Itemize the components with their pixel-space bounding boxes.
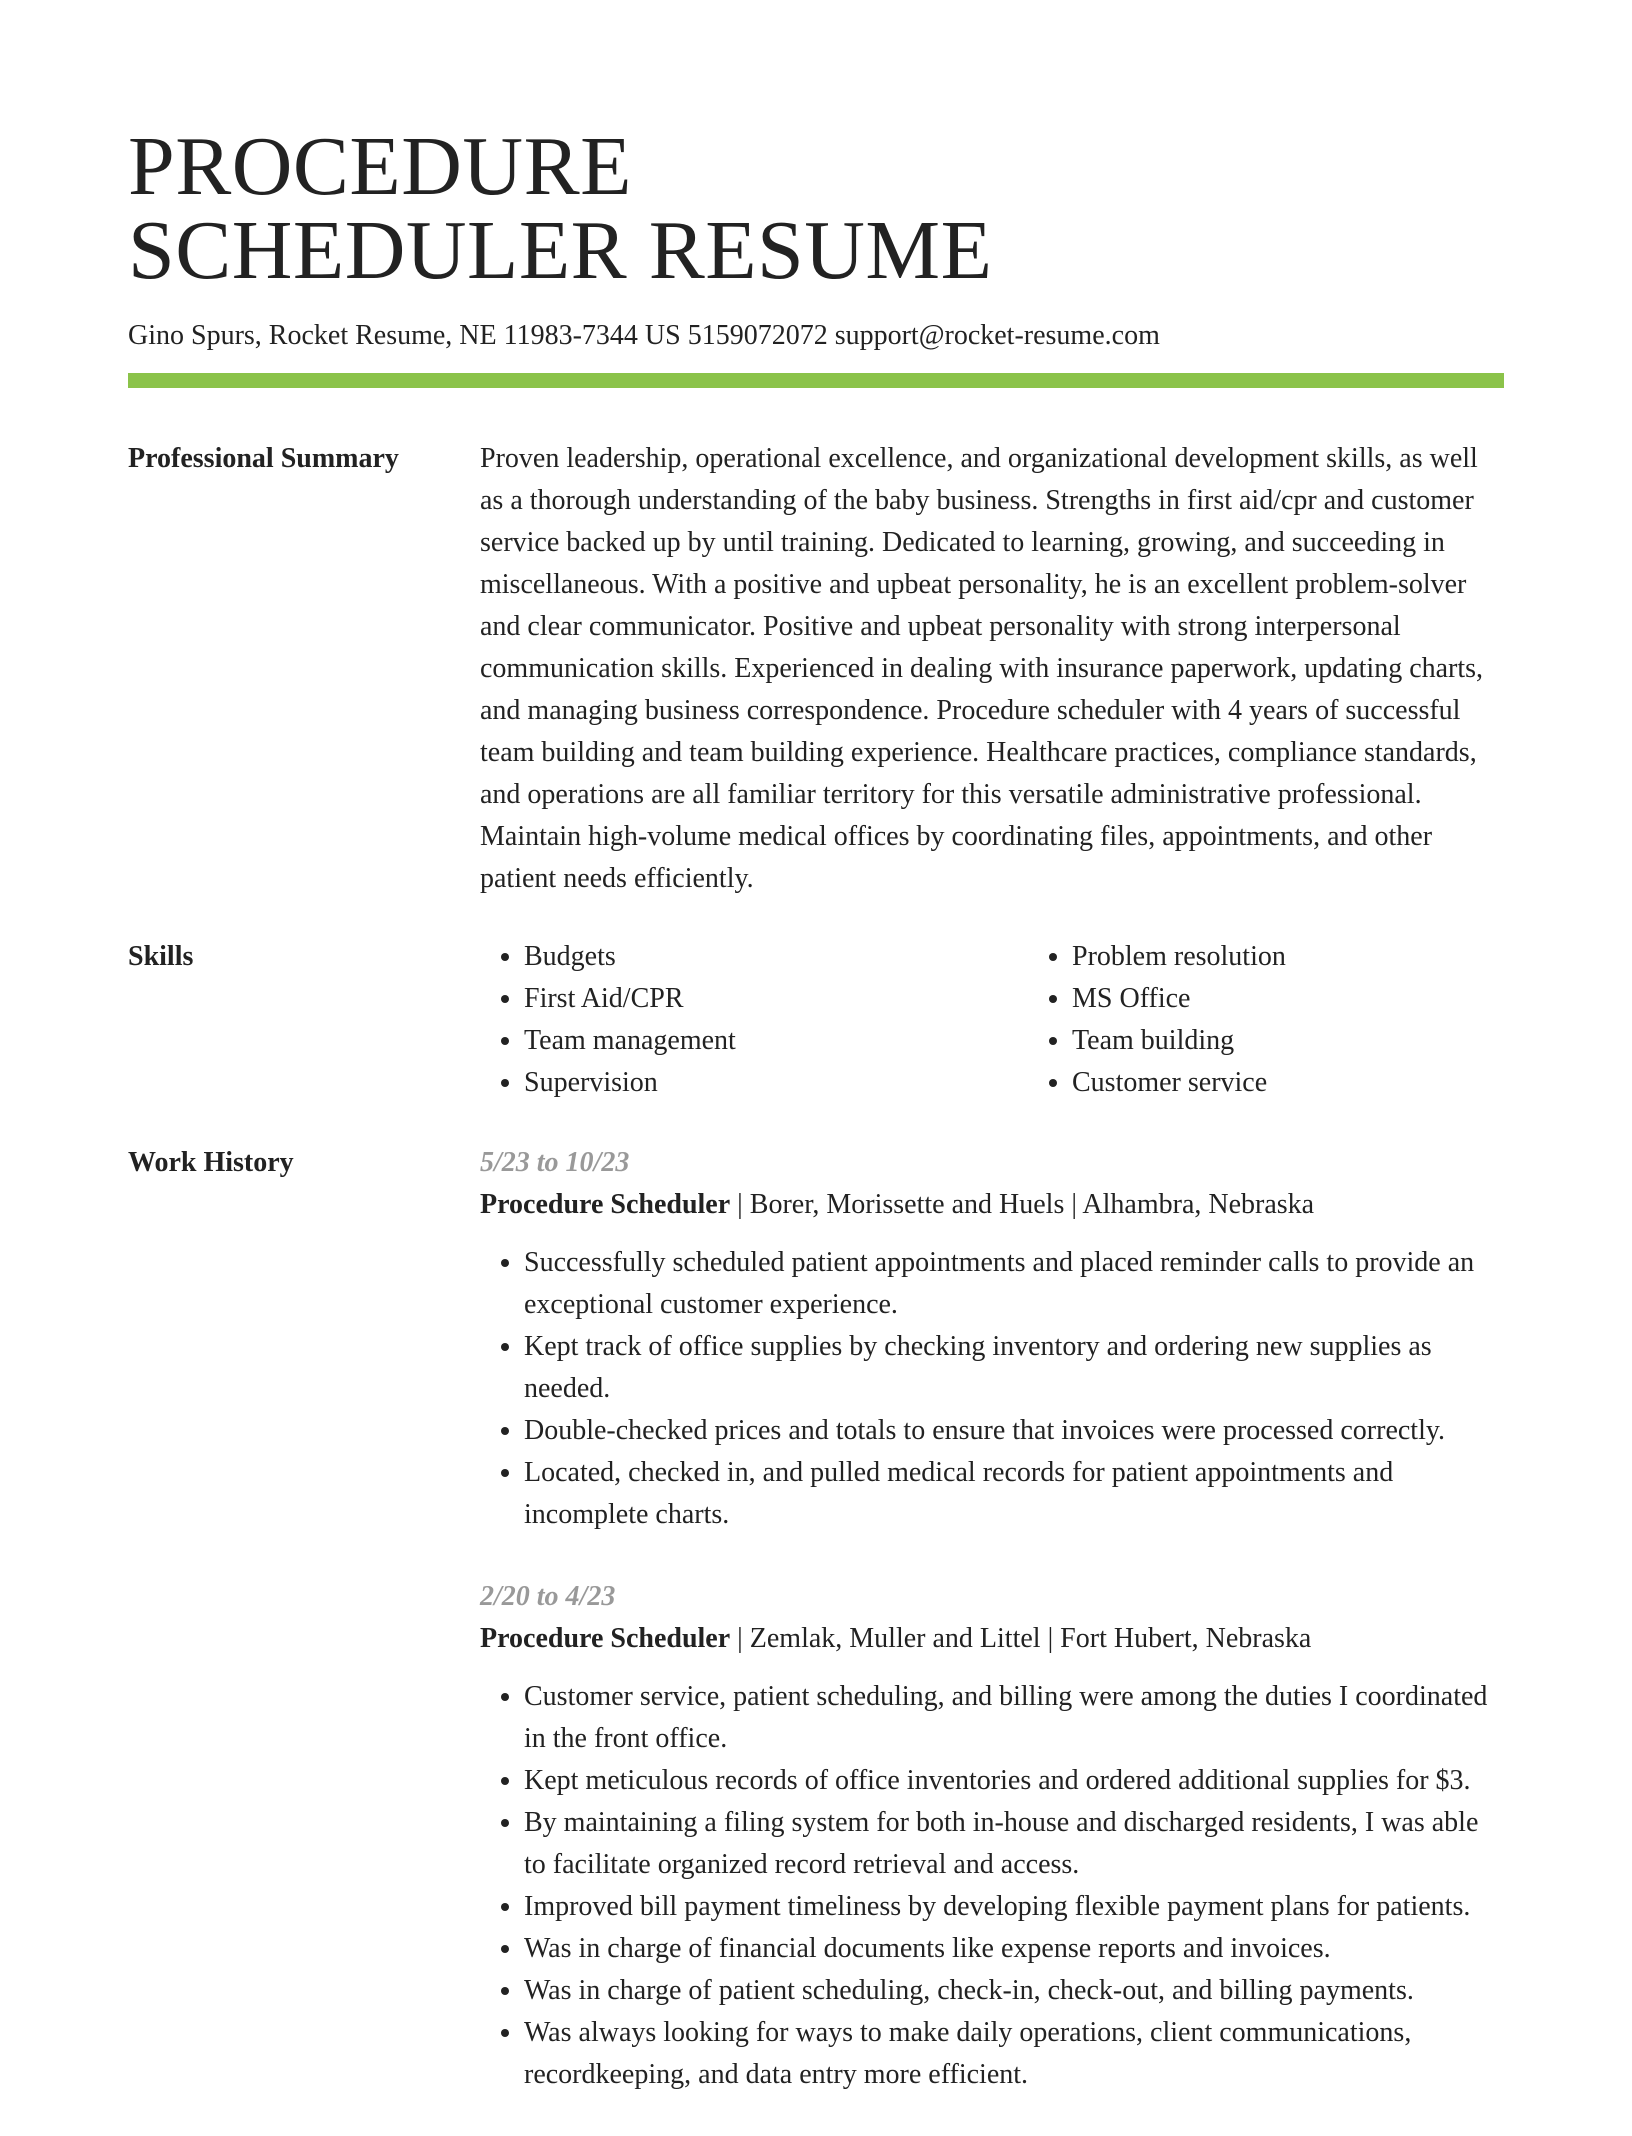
job-bullet: • Successfully scheduled patient appointments and placed reminder calls to provide an exceptional customer experience.	[524, 1242, 1504, 1326]
skill-item: • Supervision	[524, 1062, 1028, 1104]
job-bullet: • Was always looking for ways to make daily operations, client communications, recordkeeping, and data entry more efficient.	[524, 2012, 1504, 2096]
skill-item: • Problem resolution	[1072, 936, 1576, 978]
job-dates: 2/20 to 4/23	[480, 1581, 616, 1612]
summary-heading: Professional Summary	[128, 443, 399, 474]
skills-columns	[480, 936, 1576, 1104]
job-header	[480, 1184, 1504, 1226]
resume-title	[128, 120, 1504, 297]
job-role: Procedure Scheduler	[480, 1623, 731, 1654]
skill-item: • Team building	[1072, 1020, 1576, 1062]
work-history-section	[128, 1142, 1504, 2136]
job-entry	[480, 1576, 1504, 2096]
job-bullets	[480, 1242, 1504, 1536]
job-header	[480, 1618, 1504, 1660]
job-bullets	[480, 1676, 1504, 2096]
work-history-heading: Work History	[128, 1147, 294, 1178]
skill-item: • First Aid/CPR	[524, 978, 1028, 1020]
resume-page	[128, 120, 1504, 2136]
job-bullet: • Improved bill payment timeliness by developing flexible payment plans for patients.	[524, 1886, 1504, 1928]
job-bullet: • Double-checked prices and totals to ensure that invoices were processed correctly.	[524, 1410, 1504, 1452]
skills-list-right	[1028, 936, 1576, 1104]
skills-list-left	[480, 936, 1028, 1104]
skill-item: • MS Office	[1072, 978, 1576, 1020]
contact-line: Gino Spurs, Rocket Resume, NE 11983-7344 US 5159072072 support@rocket-resume.com	[128, 320, 1160, 351]
summary-text: Proven leadership, operational excellence, and organizational development skills, as well as a thorough understanding of the baby business. Strengths in first aid/cpr and customer service backed up by until training. Dedicated to learning, growing, and succeeding in miscellaneous. With a positive and upbeat personality, he is an excellent problem-solver and clear communicator. Positive and upbeat personality with strong interpersonal communication skills. Experienced in dealing with insurance paperwork, updating charts, and managing business correspondence. Procedure scheduler with 4 years of successful team building and team building experience. Healthcare practices, compliance standards, and operations are all familiar territory for this versatile administrative professional. Maintain high-volume medical offices by coordinating files, appointments, and other patient needs efficiently.	[480, 443, 1484, 894]
summary-section	[128, 438, 1504, 900]
skills-section	[128, 936, 1504, 1104]
job-bullet: • Kept track of office supplies by checking inventory and ordering new supplies as needed.	[524, 1326, 1504, 1410]
job-dates: 5/23 to 10/23	[480, 1147, 630, 1178]
skills-heading: Skills	[128, 941, 194, 972]
job-bullet: • Was in charge of patient scheduling, check-in, check-out, and billing payments.	[524, 1970, 1504, 2012]
job-details: | Zemlak, Muller and Littel | Fort Hubert, Nebraska	[730, 1623, 1312, 1654]
job-bullet: • By maintaining a filing system for both in-house and discharged residents, I was able to facilitate organized record retrieval and access.	[524, 1802, 1504, 1886]
skill-item: • Team management	[524, 1020, 1028, 1062]
job-details: | Borer, Morissette and Huels | Alhambra, Nebraska	[730, 1189, 1315, 1220]
resume-title-line-2: SCHEDULER RESUME	[128, 204, 993, 297]
resume-title-line-1: PROCEDURE	[128, 120, 632, 213]
job-bullet: • Kept meticulous records of office inventories and ordered additional supplies for $3.	[524, 1760, 1504, 1802]
job-bullet: • Was in charge of financial documents like expense reports and invoices.	[524, 1928, 1504, 1970]
job-bullet: • Located, checked in, and pulled medical records for patient appointments and incomplete charts.	[524, 1452, 1504, 1536]
skill-item: • Customer service	[1072, 1062, 1576, 1104]
job-role: Procedure Scheduler	[480, 1189, 731, 1220]
skill-item: • Budgets	[524, 936, 1028, 978]
job-entry	[480, 1142, 1504, 1536]
accent-divider	[128, 373, 1504, 388]
job-bullet: • Customer service, patient scheduling, and billing were among the duties I coordinated in the front office.	[524, 1676, 1504, 1760]
